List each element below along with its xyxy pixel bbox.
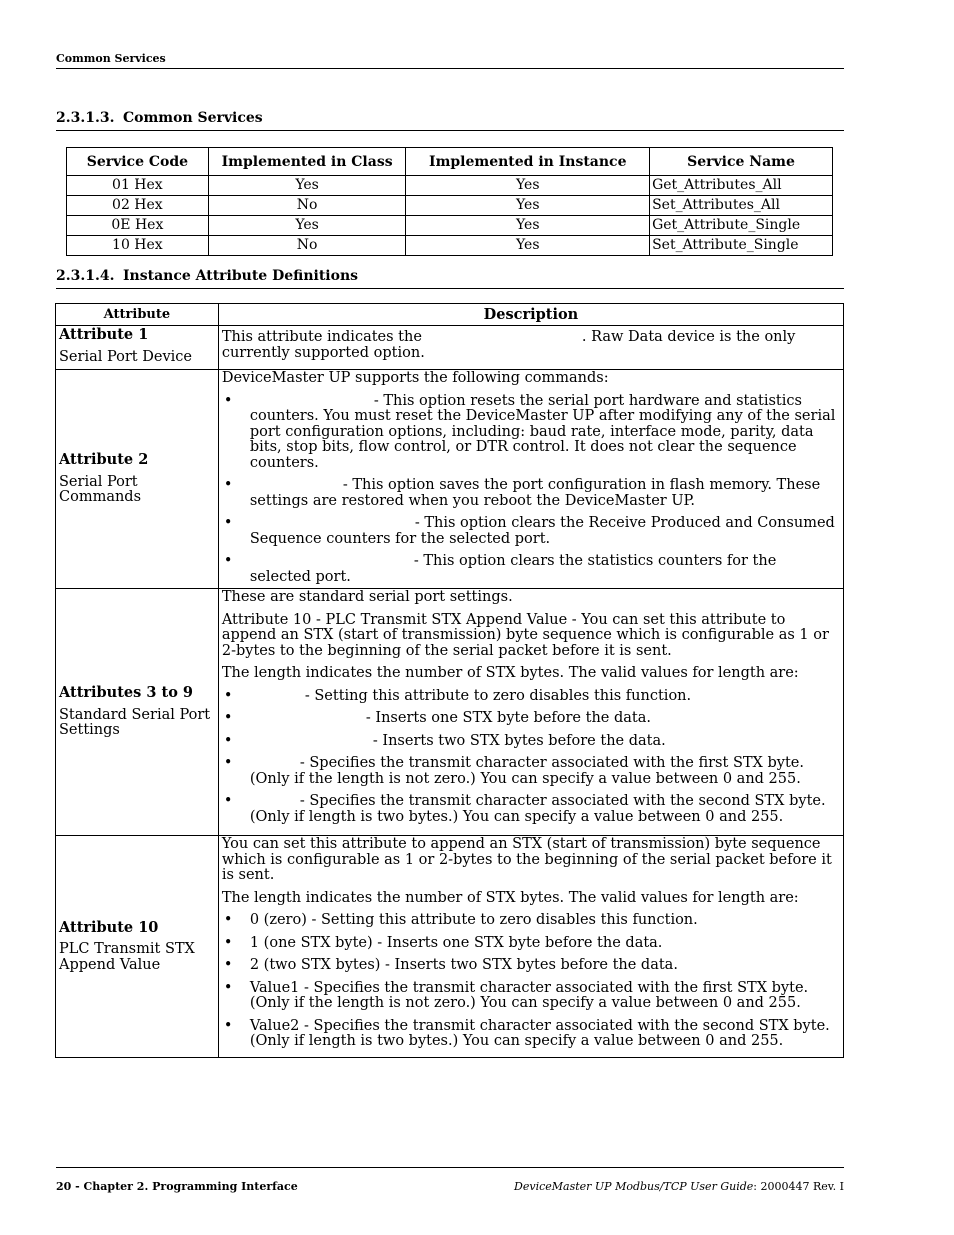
table-row — [67, 216, 833, 236]
table-cell: Set_Attributes_All — [650, 196, 833, 216]
list-item: • - This option saves the port configuration in flash memory. These settings are restored when you reboot the DeviceMaster UP. — [223, 477, 821, 509]
table-row — [67, 176, 833, 196]
footer-document-title — [514, 1180, 844, 1193]
description-cell — [218, 836, 843, 1058]
length-values-list — [222, 689, 840, 826]
table-row — [67, 236, 833, 256]
attribute-subtitle: Standard Serial Port Settings — [59, 706, 211, 739]
footer-page-label: 20 - Chapter 2. Programming Interface — [56, 1180, 298, 1193]
list-item: • - Setting this attribute to zero disables this function. — [223, 687, 692, 704]
table-cell: 10 Hex — [67, 236, 209, 256]
attribute-subtitle: PLC Transmit STX Append Value — [59, 941, 195, 973]
table-cell: Set_Attribute_Single — [650, 236, 833, 256]
section-title: Common Services — [123, 110, 263, 126]
command-list — [222, 394, 840, 586]
description-cell — [218, 326, 843, 370]
list-item: • - This option clears the Receive Produced and Consumed Sequence counters for the selected port. — [223, 515, 835, 547]
table-row — [56, 326, 844, 370]
table-cell: No — [208, 236, 406, 256]
list-item: • - Inserts two STX bytes before the data. — [223, 732, 666, 749]
attribute-name: Attributes 3 to 9 — [59, 684, 193, 702]
description-cell — [218, 370, 843, 589]
table-cell: Yes — [208, 176, 406, 196]
header-rule — [56, 68, 844, 69]
col-header: Implemented in Instance — [406, 148, 650, 176]
description-text: DeviceMaster UP supports the following commands: — [221, 370, 609, 386]
section-heading-common-services — [56, 110, 263, 126]
table-row — [56, 589, 844, 836]
description-text: The length indicates the number of STX bytes. The valid values for length are: — [221, 889, 799, 906]
col-header: Service Name — [650, 148, 833, 176]
list-item: • - This option resets the serial port hardware and statistics counters. You must reset the DeviceMaster UP after modifying any of the serial port configuration options, including: baud rate, interface mode, parity, data bits, stop bits, flow control, or DTR control. It does not clear the sequence counters. — [223, 392, 836, 471]
services-header-row — [67, 148, 833, 176]
list-item: • Value1 - Specifies the transmit character associated with the first STX byte. (Only if the length is not zero.) You can specify a value between 0 and 255. — [223, 979, 809, 1011]
section-rule — [56, 130, 844, 131]
table-row — [56, 370, 844, 589]
description-cell — [218, 589, 843, 836]
table-cell: Get_Attributes_All — [650, 176, 833, 196]
attributes-table — [55, 303, 844, 1058]
table-cell: 01 Hex — [67, 176, 209, 196]
description-text: The length indicates the number of STX bytes. The valid values for length are: — [221, 665, 799, 681]
running-header: Common Services — [56, 52, 166, 65]
col-header: Attribute — [56, 304, 219, 326]
section-heading-instance-attributes — [56, 268, 358, 284]
list-item: • - Inserts one STX byte before the data. — [223, 710, 651, 726]
col-header: Implemented in Class — [208, 148, 406, 176]
list-item: • Value2 - Specifies the transmit character associated with the second STX byte. (Only if length is two bytes.) You can specify a value between 0 and 255. — [223, 1017, 830, 1049]
length-values-list — [222, 913, 840, 1050]
attribute-subtitle: Serial Port Commands — [59, 473, 142, 506]
table-cell: Yes — [208, 216, 406, 236]
section-rule — [56, 288, 844, 289]
attribute-cell — [56, 370, 219, 589]
table-cell: 0E Hex — [67, 216, 209, 236]
table-cell: Yes — [406, 176, 650, 196]
description-text: You can set this attribute to append an STX (start of transmission) byte sequence which is configurable as 1 or 2-bytes to the beginning of the serial packet before it is sent. — [221, 836, 832, 883]
attribute-subtitle: Serial Port Device — [59, 348, 192, 365]
attribute-cell — [56, 589, 219, 836]
attributes-header-row — [56, 304, 844, 326]
table-row — [67, 196, 833, 216]
list-item: • - Specifies the transmit character associated with the first STX byte. (Only if the length is not zero.) You can specify a value between 0 and 255. — [223, 755, 804, 787]
description-text: . Raw Data device is the only currently supported option. — [221, 329, 796, 361]
attribute-name: Attribute 1 — [59, 326, 149, 343]
footer-rule — [56, 1167, 844, 1168]
col-header: Description — [218, 304, 843, 326]
list-item: • 0 (zero) - Setting this attribute to zero disables this function. — [223, 912, 698, 928]
table-cell: Yes — [406, 196, 650, 216]
description-text: This attribute indicates the — [221, 329, 422, 345]
table-cell: Yes — [406, 236, 650, 256]
table-cell: No — [208, 196, 406, 216]
list-item: • - This option clears the statistics counters for the selected port. — [223, 553, 777, 585]
list-item: • - Specifies the transmit character associated with the second STX byte. (Only if length is two bytes.) You can specify a value between 0 and 255. — [223, 793, 826, 825]
table-cell: 02 Hex — [67, 196, 209, 216]
section-number: 2.3.1.4. — [56, 268, 115, 284]
services-table — [66, 147, 833, 256]
description-text: Attribute 10 - PLC Transmit STX Append Value - You can set this attribute to append an STX (start of transmission) byte sequence which is configurable as 1 or 2-bytes to the beginning of the serial packet before it is sent. — [221, 611, 829, 659]
list-item: • 1 (one STX byte) - Inserts one STX byte before the data. — [223, 934, 663, 951]
section-number: 2.3.1.3. — [56, 110, 115, 126]
footer-revision: : 2000447 Rev. I — [753, 1180, 844, 1193]
section-title: Instance Attribute Definitions — [123, 268, 358, 284]
list-item: • 2 (two STX bytes) - Inserts two STX bytes before the data. — [223, 957, 678, 973]
attribute-name: Attribute 2 — [59, 451, 149, 469]
attribute-cell — [56, 836, 219, 1058]
footer-guide-title: DeviceMaster UP Modbus/TCP User Guide — [514, 1180, 754, 1193]
attribute-name: Attribute 10 — [59, 918, 159, 936]
attribute-cell — [56, 326, 219, 370]
table-row — [56, 836, 844, 1058]
table-cell: Get_Attribute_Single — [650, 216, 833, 236]
table-cell: Yes — [406, 216, 650, 236]
col-header: Service Code — [67, 148, 209, 176]
description-text: These are standard serial port settings. — [221, 589, 513, 605]
